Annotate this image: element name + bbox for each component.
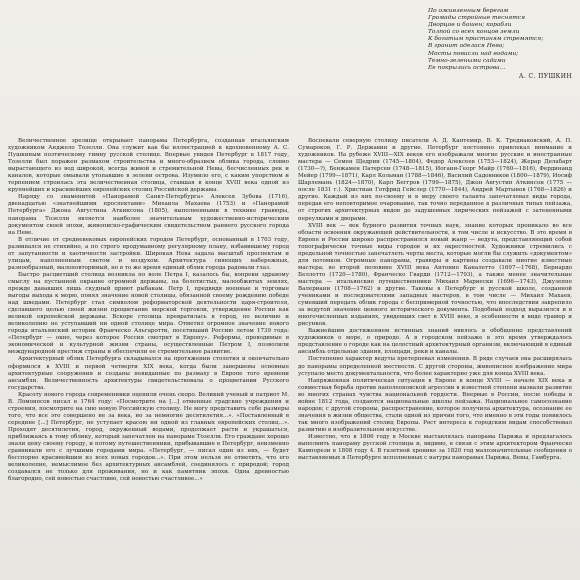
- epigraph-line: Громады стройные теснятся: [428, 15, 525, 22]
- paragraph: Наряду со знаменитой «Панорамой Санкт-Петербурга» Алексея Зубова (1716), двенадцатью «знатнейшими проспектами» Михаила Махаева (1753) и «Панорамой Петербурга» Джона Августина Аткинсона (1805), выполненными в технике гравюры, панорама Тозелли является наиболее значительным художественно-историческим документом своей эпохи, живописно-графическим свидетельством раннего русского города на Неве.: [8, 194, 289, 236]
- epigraph-line: Темно-зелеными садами: [428, 57, 506, 64]
- paragraph: Постепенно характер ведуты претерпевал изменения. В ряде случаев она расширялась до панорамы определенной местности. С другой стороны, живописное изображение мира уступало место документальности, что более характерно уже для конца XVIII века.: [298, 356, 572, 377]
- left-text-column: [8, 138, 289, 483]
- epigraph-line: Ее покрылись острова...: [428, 64, 506, 71]
- paragraph: XVIII век — век бурного развития точных наук, знание которых проникало во все области освоения окружающей действительности, в том числе и искусство. В это время в Европе и России широко распространился новый жанр — ведута, представляющий собой топографически точные виды городов и их окрестностей. Художники стремились с предельной точностью запечатлеть черты места, которые могли бы служить «документом» для потомков. Огромные панорамы, гравюры и картины создавали многие известные мастера; во второй половине XVIII века Антонио Каналетто (1697—1768), Бернардо Беллотто (1720—1780), Франческо Гварди (1712—1793), а также менее значительные мастера — итальянские путешественники Михаил Мариески (1696—1743), Джузеппе Валериани (1708—1762) и другие. Таковы в Петербург и русской школе, созданной учениками и последователями западных мастеров, в том числе — Михаил Махаев, сумевший передать облик города с беспримерной точностью, что впоследствии закрепило за ведутой значение ценного исторического документа. Подобный подход выразился и в многочисленных изданиях, увидевших свет в XVIII веке, в особенности в виде гравюр и рисунков.: [298, 222, 572, 328]
- epigraph-line: В гранит оделася Нева;: [428, 43, 505, 50]
- epigraph-line: Толпой со всех концов земли: [428, 29, 520, 36]
- epigraph-line: К богатым пристаням стремятся;: [428, 36, 544, 43]
- epigraph: [428, 8, 576, 80]
- paragraph: В отличие от средневековых европейских городов Петербург, основанный в 1703 году, развивался не стихийно, а по строго продуманному регулярному плану, избавившему город от запутанности и хаотичности застройки. Широкая Нева задала масштаб проспектам и улицам, наполненным светом и воздухом. Архитектура сияющих набережных, разнообразный, малоповторимый, но в то же время единый облик города радовали глаз.: [8, 236, 289, 271]
- paragraph: Воспевали северную столицу писатели А. Д. Кантемир, В. К. Тредиаковский, А. П. Сумароков, Г. Р. Державин и другие. Петербург постоянно привлекал внимание и художников. На рубеже XVIII—XIX веков его изображали многие русские и иностранные мастера — Семен Щедрин (1745—1804), Федор Алексеев (1753—1824), Жерар Делабарт (1730—?), Бенжамен Патерсен (1748—1815), Иоганн-Георг Майр (1760—1816), Фердинанд Мейер (1799—1871), Карл Кольман (1788—1846), Василий Садовников (1800—1879), Иосиф Шарлемань (1824—1870), Карл Беггров (1799—1875), Джон Августин Аткинсон (1775 — после 1831 г.). Христиан Готфрид Гейслер (1770—1844), Андрей Мартынов (1768—1826) и другие. Каждый из них по-своему и в меру своего таланта запечатлевал виды города, передав его неповторимое очарование, так точно переданное в различных типах пейзажа, от строгих архитектурных видов до задушевных лирических пейзажей с затененными переулками и дворами.: [298, 138, 572, 222]
- right-text-column: [298, 138, 572, 462]
- paragraph: Быстро расцветший столица возникла по воле Петра I, казалось бы, вопреки здравому смыслу на пустынной окраине огромной державы, на болотистых, малообжитых землях, прежде дававших лишь скудный приют рыбакам. Петр I, предвидя военные и торговые выгоды выхода к морю, понял значение новой столицы, обязанной своему рождению победе над шведами. Петербург стал символом реформаторской деятельности царя-строителя, сделавшего целью своей жизни процветание морской торговли, утверждение России как великой европейской державы. Вскоре столица превратилась в город, по величию и великолепию не уступавший ни одной столице мира. Отметил огромное значение нового города итальянский историк Франческо Альгаротти, посетивший Россию летом 1739 года: «Петербург — окно, через которое Россия смотрит в Европу». Реформы, проводимые в экономической и культурной жизни страны, осуществленные Петром I, позволили международной престиж страны и обеспечили ее стремительное развитие.: [8, 271, 289, 356]
- paragraph: Величественное зрелище открывает панорама Петербурга, созданная итальянским художником Анджело Тозелли. Она служит как бы иллюстрацией к вдохновенному А. С. Пушкиным поэтическому гимну русской столице. Впервые увидев Петербург в 1817 году, Тозелли был поражен размахом строительства и много-образием облика города, словно вырастающего из вод широкой, всегда живой и стремительной Невы, бесчисленных рек и каналов, которые омывали утопавшие в зелени острова. Изумило его, с каким упорством и терпением строилась эта величественная столица, ставшая в конце XVIII века одной из крупнейших и красивейших европейских столиц Российской державы.: [8, 138, 289, 194]
- epigraph-line: Мосты повисли над водами;: [428, 50, 519, 57]
- epigraph-line: По оживленным берегам: [428, 8, 509, 14]
- paragraph: Напряженная политическая ситуация в Европе в конце XVIII — начале XIX века и совместная борьба против наполеоновской агрессии в известной степени вызвали развитие во многих странах чувства национальной гордости. Впервые в России, после победы в войне 1812 года, создаются национальные школы пейзажа. Национальное самосознание народов; с другой стороны, распространение, которое получила архитектура, осознание ее значения в жизни общества, стали одной из причин того, что именно в эти годы появилось так много изображений столиц Европы. Рост интереса к городским видам способствовал развитию в изобразительном искусстве.: [298, 377, 572, 433]
- paragraph: Важнейшим достижением истинных знаний явилось в обобщенно представлений художников о море, о природе. А в городском пейзаже в это время утверждалось представление о городе как на целостный архитектурный организм, включающий в единый ансамбль отдельные здания, площади, реки и каналы.: [298, 328, 572, 356]
- paragraph: Архитектурный облик Петербурга складывался на протяжении столетия и окончательно оформился в XVIII и первой четверти XIX века, когда были завершены основные архитектурные сооружения и созданы невиданные по размаху в Европе того времени ансамбли. Величественность архитектуры свидетельствовала о процветании Русского государства.: [8, 356, 289, 391]
- paragraph: Известно, что в 1806 году в Москве выставлялась панорама Парижа и предлагалось выполнить панораму русской столицы и, видимо, в связи с этим архитектором Франческо Кампорези в 1808 году 4. В газетной хронике за 1820 год малозначительные сообщения о выставляемых в Петербурге исполненных с натуры панорамах Парижа, Вены, Гамбурга.: [298, 433, 572, 462]
- paragraph: Красоту нового города современники оценили очень скоро. Великий ученый и патриот М. В. Ломоносов писал в 1764 году: «Посмотрите на [...] отменные градские учреждения и строения, посмотрите на сию новую Российскую столицу. Не могу представить себе размеры того, что все это совершено не за века, но за немногие десятилетия...». «Поставленный в середине [...] Петербург, не уступает красою ни одной из главных европейских столиц...». Проходят десятилетия, город, окруженный водами, продолжает расти и украшаться, приближаясь к тому облику, который запечатлен на панораме Тозелли. Его граждане хорошо знали цену своему городу, и потому путешественники, прибывавшие в Петербург, неизменно сравнивали его с лучшими городами мира. «Петербург, — писал один из них, — будет бесспорно красивейшим из всех новых городов...». При этом нельзя не отметить, что его великолепие, немыслимое без архитектурных ансамблей, соединялось с природой; город создавался не только для проживания, но и как памятник эпохи. Одна древностью благородно, сей новостью счастливо, сей новостью счастливое...»: [8, 391, 289, 483]
- epigraph-author: А. С. ПУШКИН: [518, 72, 572, 80]
- epigraph-line: Дворцов и башен; корабли: [428, 22, 512, 29]
